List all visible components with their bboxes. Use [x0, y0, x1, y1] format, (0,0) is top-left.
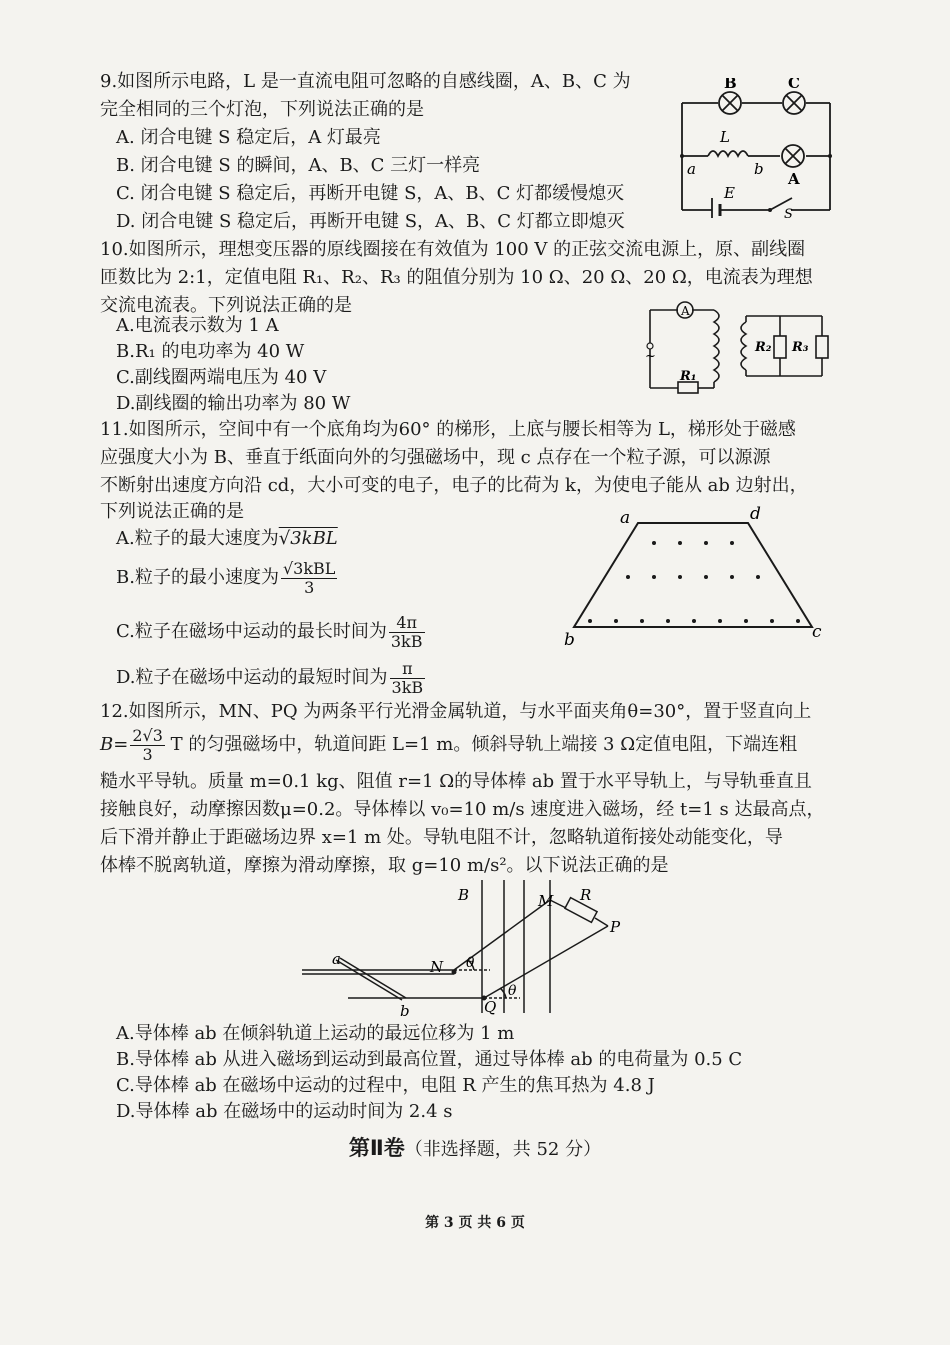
q10-option-b: B.R₁ 的电功率为 40 W — [116, 341, 305, 362]
q10-stem-line1: 10.如图所示，理想变压器的原线圈接在有效值为 100 V 的正弦交流电源上，原、副线圈 — [100, 239, 806, 260]
q11-stem-line3: 不断射出速度方向沿 cd，大小可变的电子，电子的比荷为 k，为使电子能从 ab 边射出， — [100, 475, 808, 496]
q12-label-theta-top: θ — [466, 955, 475, 971]
q11-option-b-text: B.粒子的最小速度为 — [116, 567, 279, 588]
q9-stem-line2: 完全相同的三个灯泡，下列说法正确的是 — [100, 99, 424, 120]
q11-option-c — [116, 612, 425, 652]
q10-option-c: C.副线圈两端电压为 40 V — [116, 367, 327, 388]
q11-stem-line4: 下列说法正确的是 — [100, 501, 244, 522]
q11-option-b-numerator: √3kBL — [282, 558, 336, 578]
q9-label-a-node: a — [687, 160, 696, 178]
q12-b-denominator: 3 — [142, 744, 153, 764]
q9-option-b: B. 闭合电键 S 的瞬间，A、B、C 三灯一样亮 — [116, 155, 481, 176]
q11-option-d-denominator: 3kB — [391, 677, 424, 697]
q9-label-s: S — [784, 207, 793, 218]
section-two-title: 第Ⅱ卷 — [348, 1136, 405, 1160]
q11-option-a-text: A.粒子的最大速度为 — [116, 528, 279, 549]
q12-label-r: R — [580, 886, 592, 904]
q12-stem-line3: 糙水平导轨。质量 m=0.1 kg、阻值 r=1 Ω的导体棒 ab 置于水平导轨上，与导轨垂直且 — [100, 771, 812, 792]
q9-label-l: L — [720, 128, 730, 146]
q12-stem-line2-post: T 的匀强磁场中，轨道间距 L=1 m。倾斜导轨上端接 3 Ω定值电阻，下端连粗 — [164, 734, 798, 755]
q11-trapezoid-diagram — [562, 505, 832, 650]
q12-label-q: Q — [484, 998, 497, 1016]
q12-stem-line2 — [100, 724, 797, 766]
q9-label-b: B — [724, 78, 737, 92]
q12-stem-line2-pre: B= — [100, 734, 129, 755]
q10-stem-line3: 交流电流表。下列说法正确的是 — [100, 295, 352, 316]
q12-stem-line4: 接触良好，动摩擦因数μ=0.2。导体棒以 v₀=10 m/s 速度进入磁场，经 t=1 s 达最高点， — [100, 799, 825, 820]
q11-option-b-denominator: 3 — [304, 577, 315, 597]
q11-option-b — [116, 558, 337, 598]
q12-label-p: P — [610, 918, 621, 936]
q12-label-rod-a: a — [332, 950, 341, 968]
q10-stem-line2: 匝数比为 2:1，定值电阻 R₁、R₂、R₃ 的阻值分别为 10 Ω、20 Ω、20 Ω，电流表为理想 — [100, 267, 813, 288]
q11-option-a — [116, 522, 338, 556]
q10-option-a: A.电流表示数为 1 A — [116, 315, 279, 336]
q11-label-a: a — [620, 508, 631, 528]
q10-source-symbol: ~ — [645, 349, 656, 364]
q9-option-c: C. 闭合电键 S 稳定后，再断开电键 S，A、B、C 灯都缓慢熄灭 — [116, 183, 625, 204]
q9-label-c: C — [788, 78, 800, 92]
q9-option-a: A. 闭合电键 S 稳定后，A 灯最亮 — [116, 127, 381, 148]
q11-option-d — [116, 658, 425, 698]
section-two-heading — [0, 1132, 950, 1162]
q11-option-c-numerator: 4π — [389, 614, 425, 633]
q10-option-d: D.副线圈的输出功率为 80 W — [116, 393, 351, 414]
q11-option-d-numerator: π — [390, 660, 426, 679]
q12-label-b-field: B — [458, 886, 470, 904]
q12-label-n: N — [430, 958, 444, 976]
q10-transformer-diagram — [642, 298, 832, 403]
page-number: 第 3 页 共 6 页 — [425, 1215, 525, 1231]
q11-option-c-text: C.粒子在磁场中运动的最长时间为 — [116, 621, 387, 642]
q9-label-e: E — [724, 184, 735, 202]
section-two-subtitle: （非选择题，共 52 分） — [404, 1139, 602, 1160]
q11-label-b: b — [564, 630, 575, 650]
q11-label-d: d — [750, 505, 761, 524]
q11-option-a-math: √3kBL — [278, 528, 338, 549]
q12-option-c: C.导体棒 ab 在磁场中运动的过程中，电阻 R 产生的焦耳热为 4.8 J — [116, 1075, 655, 1096]
q12-label-m: M — [538, 892, 554, 910]
q10-label-r1: R₁ — [680, 369, 697, 384]
q11-option-c-denominator: 3kB — [390, 631, 423, 651]
q10-label-r2: R₂ — [755, 340, 772, 355]
q11-option-d-text: D.粒子在磁场中运动的最短时间为 — [116, 667, 388, 688]
q12-rail-diagram — [290, 878, 640, 1018]
q12-label-rod-b: b — [400, 1002, 410, 1018]
q9-stem-line1: 9.如图所示电路，L 是一直流电阻可忽略的自感线圈，A、B、C 为 — [100, 71, 631, 92]
q12-stem-line1: 12.如图所示，MN、PQ 为两条平行光滑金属轨道，与水平面夹角θ=30°，置于竖直向上 — [100, 701, 812, 722]
q12-label-theta-bottom: θ — [508, 983, 517, 999]
q12-stem-line5: 后下滑并静止于距磁场边界 x=1 m 处。导轨电阻不计，忽略轨道衔接处动能变化，导 — [100, 827, 783, 848]
q9-option-d: D. 闭合电键 S 稳定后，再断开电键 S，A、B、C 灯都立即熄灭 — [116, 211, 625, 232]
q11-stem-line1: 11.如图所示，空间中有一个底角均为60° 的梯形，上底与腰长相等为 L，梯形处于磁感 — [100, 419, 796, 440]
q11-stem-line2: 应强度大小为 B、垂直于纸面向外的匀强磁场中，现 c 点存在一个粒子源，可以源源 — [100, 447, 771, 468]
q10-label-r3: R₃ — [792, 340, 809, 355]
q12-b-numerator: 2√3 — [132, 725, 163, 745]
q12-stem-line6: 体棒不脱离轨道，摩擦为滑动摩擦，取 g=10 m/s²。以下说法正确的是 — [100, 855, 669, 876]
q10-ammeter-label: A — [681, 304, 690, 318]
q12-option-b: B.导体棒 ab 从进入磁场到运动到最高位置，通过导体棒 ab 的电荷量为 0.5 C — [116, 1049, 743, 1070]
q12-option-d: D.导体棒 ab 在磁场中的运动时间为 2.4 s — [116, 1101, 453, 1122]
q9-label-lamp-a: A — [788, 170, 800, 188]
q9-label-b-node: b — [754, 160, 764, 178]
q11-label-c: c — [812, 622, 822, 642]
q9-circuit-diagram — [670, 78, 845, 218]
q12-option-a: A.导体棒 ab 在倾斜轨道上运动的最远位移为 1 m — [116, 1023, 515, 1044]
